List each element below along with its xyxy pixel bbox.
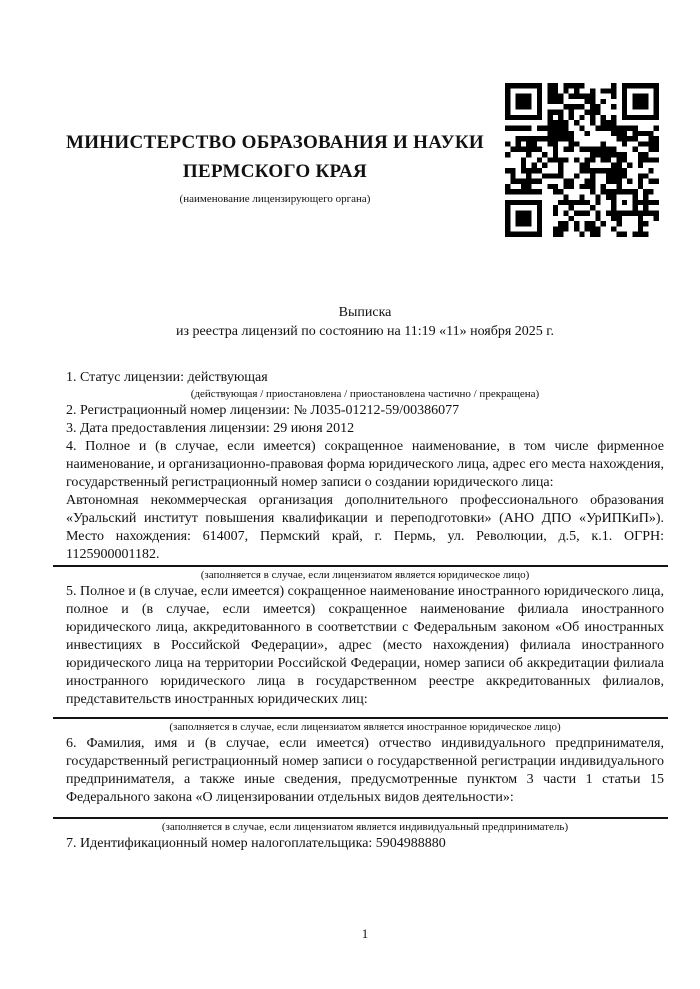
- qr-code-icon: [505, 83, 659, 237]
- license-status-options: (действующая / приостановлена / приостановлена частично / прекращена): [190, 388, 540, 400]
- license-grant-date: 3. Дата предоставления лицензии: 29 июня 2012: [66, 421, 355, 436]
- foreign-entity-question: 5. Полное и (в случае, если имеется) сокращенное наименование иностранного юридического лица, полное и (в случае, если имеется) сокращенное наименование филиала иностранного юридического лица, аккредитованного в соответствии с Федеральным законом «Об иностранных инвестициях в Российской Федерации», адрес (место нахождения) филиала иностранного юридического лица на территории Российской Федерации, номер записи об аккредитации филиала иностранного юридического лица в государственном реестре аккредитованных филиалов, представительств иностранных юридических лиц:: [66, 584, 664, 707]
- taxpayer-id: 7. Идентификационный номер налогоплательщика: 5904988880: [66, 836, 446, 851]
- divider-line: [53, 717, 668, 719]
- legal-entity-answer: Автономная некоммерческая организация дополнительного профессионального образования «Уральский институт повышения квалификации и переподготовки» (АНО ДПО «УрИПКиП»). Место нахождения: 614007, Пермский край, г. Пермь, ул. Революции, д.5, к.1. ОГРН: 1125900001182.: [66, 493, 664, 562]
- ministry-name-line1: МИНИСТЕРСТВО ОБРАЗОВАНИЯ И НАУКИ: [65, 132, 485, 153]
- license-registration-number: 2. Регистрационный номер лицензии: № Л035-01212-59/00386077: [66, 403, 460, 418]
- licensing-authority-block: [45, 128, 505, 206]
- entrepreneur-caption: (заполняется в случае, если лицензиатом является индивидуальный предприниматель): [161, 821, 569, 833]
- legal-entity-caption: (заполняется в случае, если лицензиатом является юридическое лицо): [200, 569, 530, 581]
- entrepreneur-question: 6. Фамилия, имя и (в случае, если имеется) отчество индивидуального предпринимателя, государственный регистрационный номер записи о государственной регистрации индивидуального предпринимателя, а также иные сведения, предусмотренные пунктом 3 части 1 статьи 15 Федерального закона «О лицензировании отдельных видов деятельности»:: [66, 736, 664, 805]
- ministry-name: [45, 128, 505, 186]
- ministry-name-line2: ПЕРМСКОГО КРАЯ: [182, 161, 368, 182]
- document-body: [66, 369, 664, 853]
- divider-line: [53, 817, 668, 819]
- legal-entity-question: 4. Полное и (в случае, если имеется) сокращенное наименование, в том числе фирменное наименование, и организационно-правовая форма юридического лица, адрес его места нахождения, государственный регистрационный номер записи о создании юридического лица:: [66, 439, 664, 490]
- ministry-caption: (наименование лицензирующего органа): [179, 193, 371, 205]
- document-title: [66, 303, 664, 341]
- document-title-line1: Выписка: [338, 305, 392, 320]
- page-number: 1: [361, 926, 369, 941]
- license-status: 1. Статус лицензии: действующая: [66, 370, 268, 385]
- document-title-line2: из реестра лицензий по состоянию на 11:19 «11» ноября 2025 г.: [176, 324, 554, 339]
- divider-line: [53, 565, 668, 567]
- foreign-entity-caption: (заполняется в случае, если лицензиатом является иностранное юридическое лицо): [169, 721, 561, 733]
